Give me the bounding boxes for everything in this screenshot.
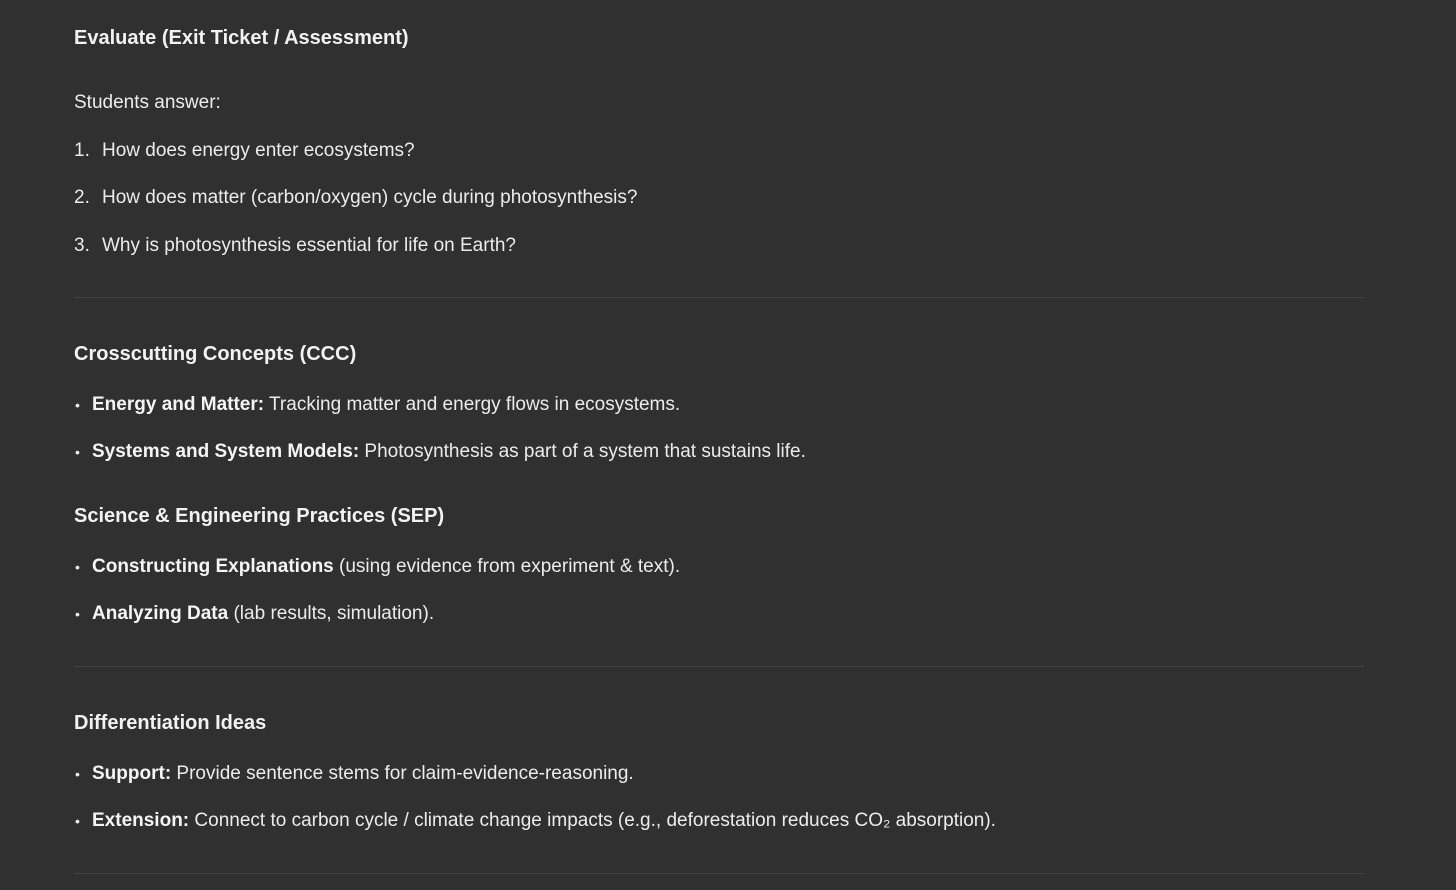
list-item-text [92,808,996,834]
question-text: How does matter (carbon/oxygen) cycle during photosynthesis? [102,187,638,208]
question-item [74,185,637,211]
list-item [74,439,806,465]
evaluate-heading: Evaluate (Exit Ticket / Assessment) [74,27,409,49]
list-number: 2. [74,187,90,208]
bullet-marker: • [75,606,80,622]
list-item-text [92,554,680,580]
bullet-marker: • [75,766,80,782]
question-item [74,233,516,259]
list-item [74,392,680,418]
item-bold-label: Constructing Explanations [92,556,334,577]
item-bold-label: Systems and System Models: [92,441,360,462]
item-bold-label: Extension: [92,810,190,831]
question-text: Why is photosynthesis essential for life on Earth? [102,235,516,256]
list-number: 1. [74,140,90,161]
list-item-text [92,601,434,627]
bullet-marker: • [75,397,80,413]
list-item [74,808,996,834]
item-bold-label: Analyzing Data [92,603,229,624]
item-bold-label: Energy and Matter: [92,394,265,415]
item-description: Tracking matter and energy flows in ecosystems. [264,394,681,415]
section-divider [74,666,1364,667]
item-bold-label: Support: [92,763,172,784]
differentiation-heading: Differentiation Ideas [74,712,267,734]
item-description: (lab results, simulation). [228,603,435,624]
question-text: How does energy enter ecosystems? [102,140,415,161]
list-number: 3. [74,235,90,256]
bullet-marker: • [75,813,80,829]
list-item-text [92,761,634,787]
evaluate-intro: Students answer: [74,92,221,113]
bullet-marker: • [75,444,80,460]
section-divider [74,297,1364,298]
list-item [74,761,634,787]
sep-heading: Science & Engineering Practices (SEP) [74,505,445,527]
list-item-text [92,439,806,465]
item-description: (using evidence from experiment & text). [333,556,681,577]
question-item [74,138,415,164]
bullet-marker: • [75,559,80,575]
item-description: Provide sentence stems for claim-evidence-reasoning. [171,763,634,784]
item-description: Connect to carbon cycle / climate change impacts (e.g., deforestation reduces CO₂ absorption). [189,810,996,831]
list-item-text [92,392,680,418]
list-item [74,554,680,580]
item-description: Photosynthesis as part of a system that sustains life. [359,441,806,462]
list-item [74,601,434,627]
section-divider [74,873,1364,874]
ccc-heading: Crosscutting Concepts (CCC) [74,343,357,365]
